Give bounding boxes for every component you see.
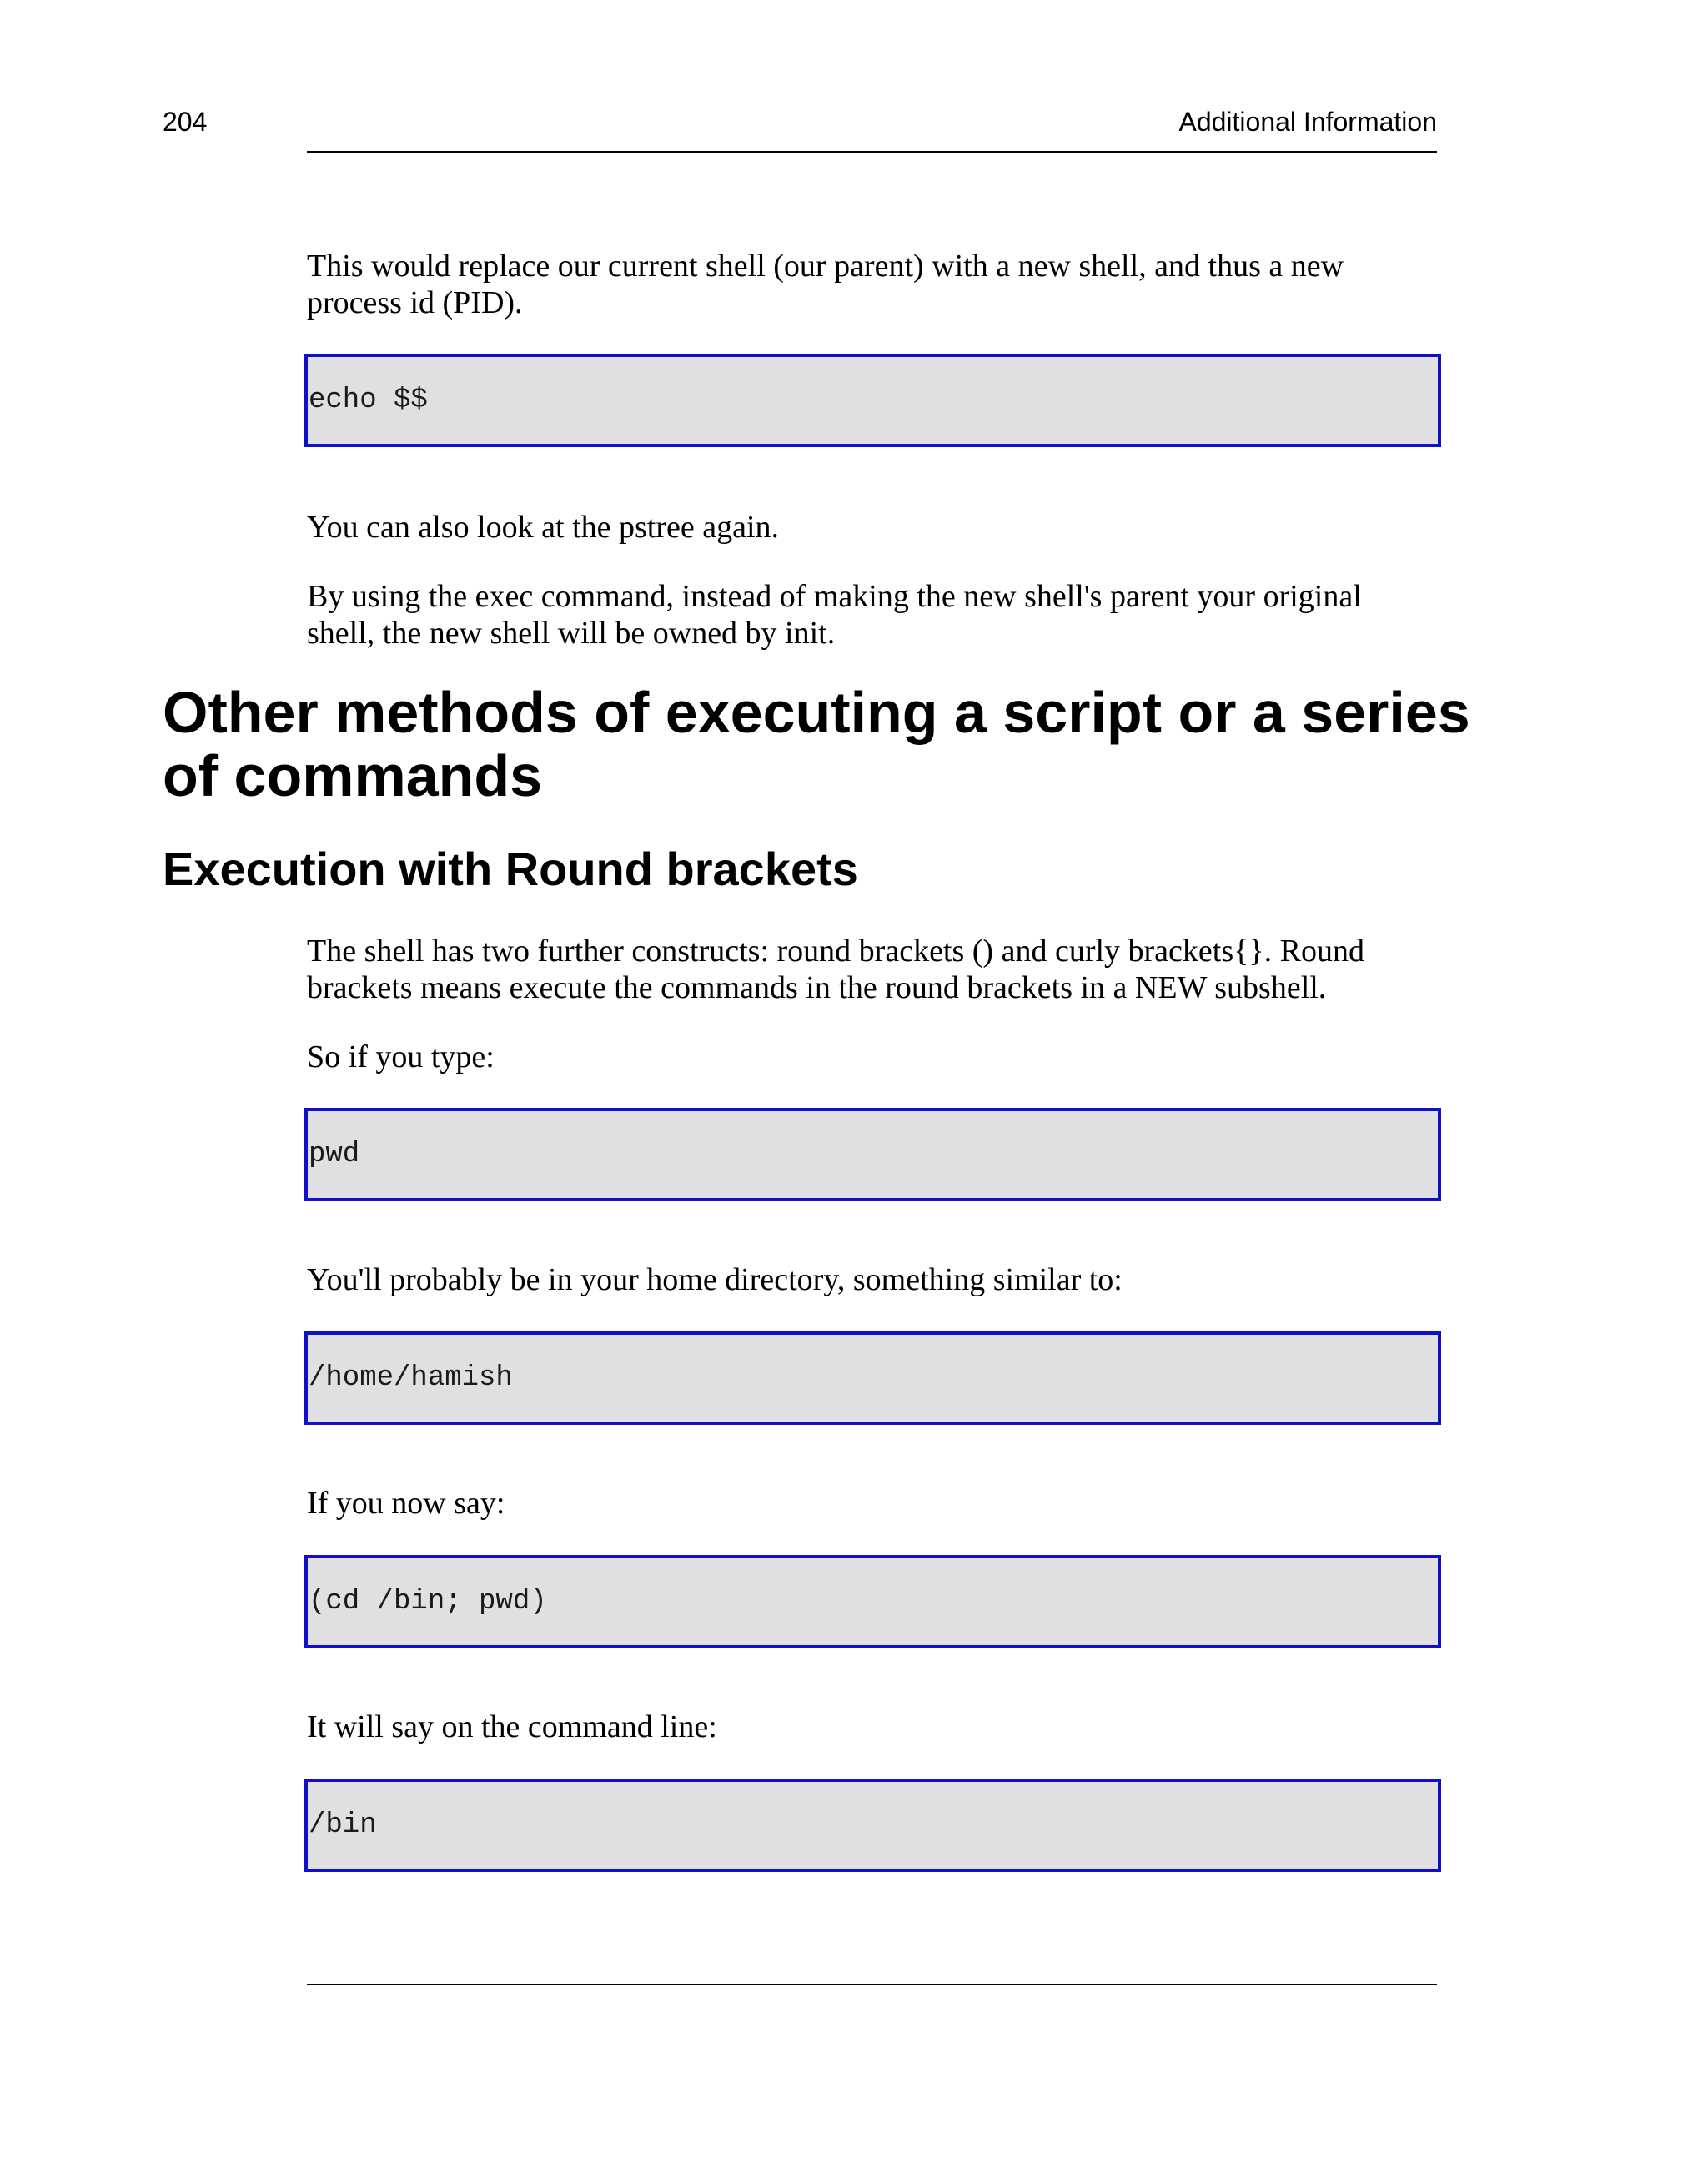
code-home: /home/hamish [309, 1362, 513, 1394]
paragraph-now-say: If you now say: [307, 1486, 505, 1521]
paragraph-if-type: So if you type: [307, 1039, 495, 1074]
footer-rule [307, 1984, 1437, 1985]
paragraph-command-line: It will say on the command line: [307, 1709, 717, 1744]
paragraph-replace-shell: This would replace our current shell (our parent) with a new shell, and thus a new process id (PID). [307, 249, 1344, 320]
heading-other-methods: Other methods of executing a script or a series of commands [163, 680, 1470, 808]
paragraph-constructs: The shell has two further constructs: round brackets () and curly brackets{}. Round brackets means execute the commands in the round brackets in a NEW subshell. [307, 933, 1364, 1005]
paragraph-exec: By using the exec command, instead of making the new shell's parent your original shell, the new shell will be owned by init. [307, 579, 1362, 651]
page-number: 204 [163, 107, 208, 137]
paragraph-home-dir: You'll probably be in your home directory, something similar to: [307, 1262, 1123, 1297]
code-block-echo [304, 354, 1441, 447]
code-bin: /bin [309, 1809, 377, 1841]
running-header: Additional Information [1178, 107, 1437, 137]
heading-round-brackets: Execution with Round brackets [163, 843, 858, 895]
code-pwd: pwd [309, 1139, 360, 1170]
code-cd-bin: (cd /bin; pwd) [309, 1586, 547, 1618]
code-block-home [304, 1331, 1441, 1425]
code-block-bin [304, 1779, 1441, 1872]
code-echo: echo $$ [309, 385, 428, 416]
paragraph-pstree: You can also look at the pstree again. [307, 510, 780, 545]
code-block-cd-bin [304, 1555, 1441, 1648]
code-block-pwd [304, 1108, 1441, 1201]
header-rule [307, 151, 1437, 153]
